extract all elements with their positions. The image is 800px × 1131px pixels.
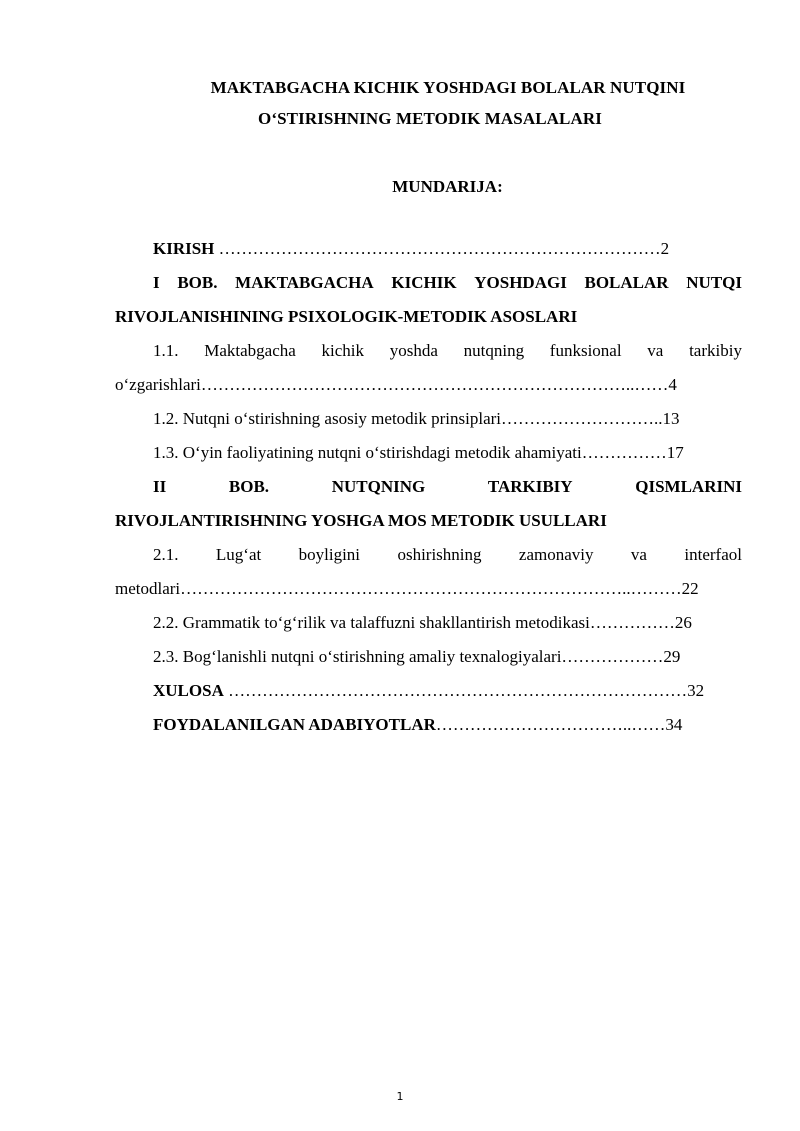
toc-word: KICHIK [391,273,457,292]
toc-word: boyligini [298,545,361,564]
toc-entry-text: 1.2. Nutqni o‘stirishning asosiy metodik prinsiplari……………………….. [153,409,663,428]
toc-page-number: 22 [681,579,699,598]
toc-word: nutqning [463,341,525,360]
toc-page-number: 2 [660,239,670,258]
toc-entry-xulosa [153,674,704,707]
toc-word: NUTQNING [331,477,426,496]
document-title-line-1: MAKTABGACHA KICHIK YOSHDAGI BOLALAR NUTQINI [210,78,686,97]
toc-entry-2-2 [153,606,692,639]
toc-word: QISMLARINI [635,477,742,496]
toc-chapter-1-line-2: RIVOJLANISHINING PSIXOLOGIK-METODIK ASOSLARI [115,307,578,326]
toc-entry-references [153,708,682,741]
document-title-line-2: O‘STIRISHNING METODIK MASALALARI [258,109,602,128]
toc-entry-text: 2.2. Grammatik to‘g‘rilik va talaffuzni shakllantirish metodikasi…………… [153,613,675,632]
toc-word: 1.1. [153,341,179,360]
toc-entry-label: KIRISH [153,239,215,258]
toc-word: II [153,477,167,496]
toc-word: va [647,341,664,360]
toc-chapter-2-line-2: RIVOJLANTIRISHNING YOSHGA MOS METODIK USULLARI [115,511,607,530]
toc-word: tarkibiy [689,341,742,360]
toc-word: BOB. [177,273,218,292]
toc-word: YOSHDAGI [474,273,567,292]
page-number: 1 [396,1090,404,1103]
toc-entry-text: 2.3. Bog‘lanishli nutqni o‘stirishning amaliy texnalogiyalari……………… [153,647,664,666]
toc-word: 2.1. [153,545,179,564]
toc-page-number: 32 [687,681,705,700]
toc-word: funksional [549,341,622,360]
toc-word: Maktabgacha [204,341,296,360]
toc-page-number: 26 [674,613,692,632]
toc-chapter-1-line-1 [153,266,742,299]
toc-word: zamonaviy [518,545,594,564]
toc-entry-text: 1.3. O‘yin faoliyatining nutqni o‘stirishdagi metodik ahamiyati…………… [153,443,667,462]
toc-entry-2-1-line-2 [115,572,699,605]
toc-page-number: 34 [665,715,683,734]
toc-word: kichik [321,341,365,360]
toc-entry-1-2 [153,402,680,435]
toc-leader-dots: …………………………………………………………………… [214,239,661,258]
contents-heading: MUNDARIJA: [392,177,503,196]
toc-entry-2-1-line-1 [153,538,742,571]
toc-entry-label: FOYDALANILGAN ADABIYOTLAR [153,715,436,734]
toc-word: NUTQI [686,273,742,292]
toc-entry-1-1-line-2 [115,368,677,401]
toc-word: BOLALAR [584,273,669,292]
toc-page-number: 17 [666,443,684,462]
toc-word: yoshda [389,341,438,360]
toc-page-number: 29 [663,647,681,666]
toc-entry-1-1-line-1 [153,334,742,367]
toc-leader-dots: ……………………………..…… [435,715,666,734]
toc-entry-label: XULOSA [153,681,224,700]
toc-leader-dots: ……………………………………………………………………… [223,681,688,700]
toc-page-number: 13 [662,409,680,428]
toc-entry-2-3 [153,640,680,673]
toc-page-number: 4 [668,375,677,394]
toc-word: interfaol [684,545,742,564]
toc-chapter-2-line-1 [153,470,742,503]
toc-entry-text: o‘zgarishlari…………………………………………………………………..…… [115,375,669,394]
toc-entry-1-3 [153,436,684,469]
toc-entry-kirish [153,232,669,265]
toc-word: Lug‘at [215,545,262,564]
toc-word: I [153,273,160,292]
toc-word: MAKTABGACHA [235,273,374,292]
toc-word: va [630,545,647,564]
toc-word: BOB. [228,477,270,496]
toc-word: oshirishning [397,545,482,564]
toc-word: TARKIBIY [487,477,573,496]
toc-entry-text: metodlari……………………………………………………………………..……… [115,579,682,598]
